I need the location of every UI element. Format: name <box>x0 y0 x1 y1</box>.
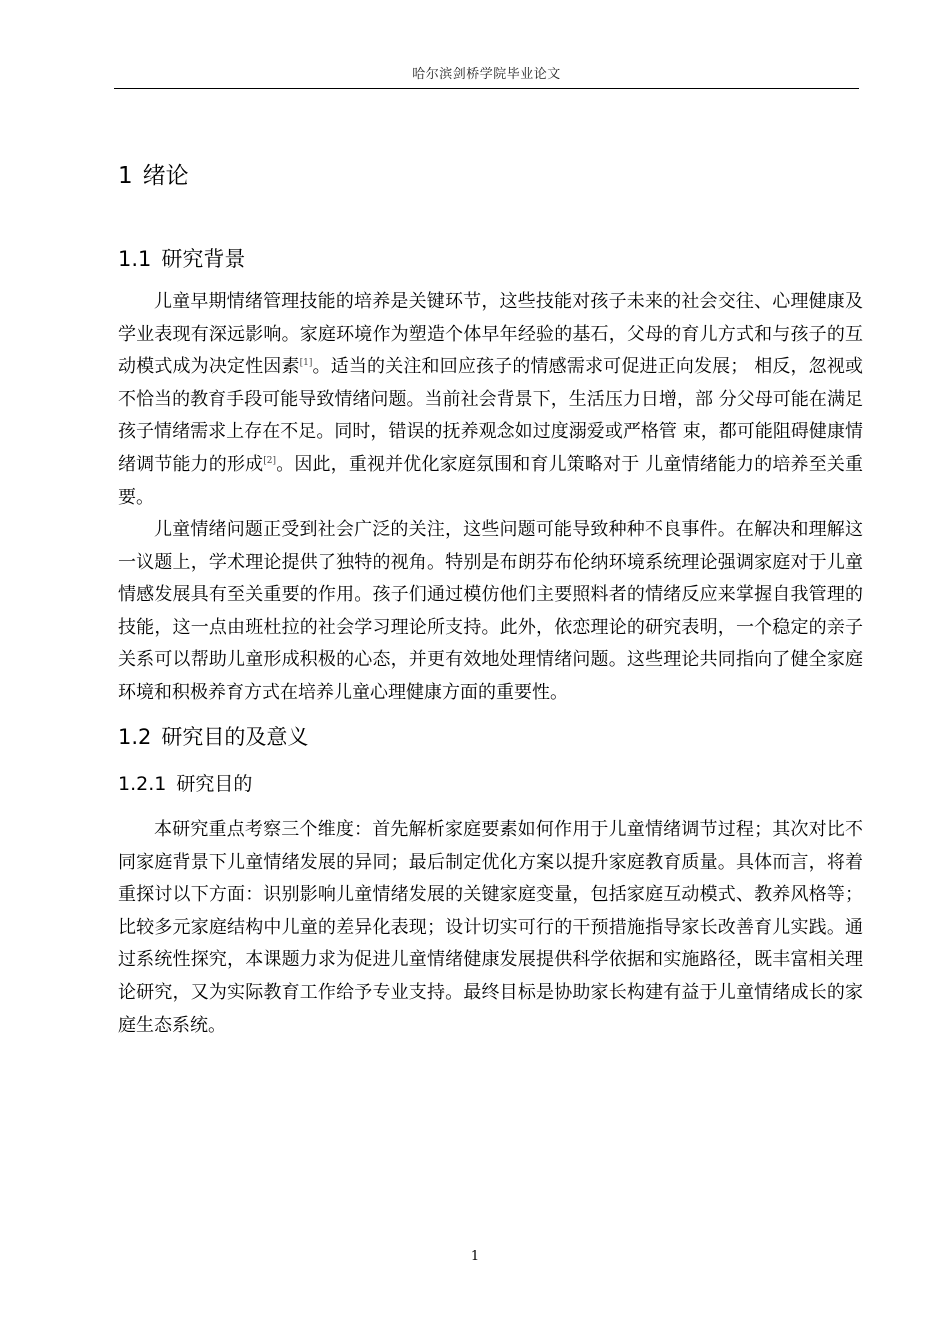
chapter-number: 1 <box>118 163 133 189</box>
chapter-heading <box>118 160 189 192</box>
section-number: 1.2 <box>118 725 152 749</box>
paragraph-text: 儿童早期情绪管理技能的培养是关键环节，这些技能对孩子未来的社会交往、心理健康及学业表现有深远影响。家庭环境作为塑造个体早年经验的基石，父母的育儿方式和与孩子的互动模式成为决定性因素 <box>118 291 863 378</box>
section-heading-1-2 <box>118 722 308 752</box>
section-number: 1.1 <box>118 247 152 271</box>
running-header: 哈尔滨剑桥学院毕业论文 <box>114 63 859 89</box>
chapter-title: 绪论 <box>142 163 189 189</box>
section-heading-1-1 <box>118 244 245 274</box>
page-number: 1 <box>470 1249 480 1264</box>
background-paragraph-2: 儿童情绪问题正受到社会广泛的关注，这些问题可能导致种种不良事件。在解决和理解这一议题上，学术理论提供了独特的视角。特别是布朗芬布伦纳环境系统理论强调家庭对于儿童情感发展具有至关重要的作用。孩子们通过模仿他们主要照料者的情绪反应来掌握自我管理的技能，这一点由班杜拉的社会学习理论所支持。此外，依恋理论的研究表明，一个稳定的亲子关系可以帮助儿童形成积极的心态，并更有效地处理情绪问题。这些理论共同指向了健全家庭环境和积极养育方式在培养儿童心理健康方面的重要性。 <box>118 519 863 703</box>
paragraph-text: 。因此，重视并优化家庭氛围和育儿策略对于 儿童情绪能力的培养至关重要。 <box>118 453 864 508</box>
subsection-number: 1.2.1 <box>118 773 167 795</box>
subsection-title: 研究目的 <box>176 773 253 795</box>
section-title: 研究背景 <box>161 247 246 271</box>
background-paragraph-1 <box>118 286 863 514</box>
purpose-paragraph: 本研究重点考察三个维度：首先解析家庭要素如何作用于儿童情绪调节过程；其次对比不同家庭背景下儿童情绪发展的异同；最后制定优化方案以提升家庭教育质量。具体而言，将着重探讨以下方面：识别影响儿童情绪发展的关键家庭变量，包括家庭互动模式、教养风格等；比较多元家庭结构中儿童的差异化表现；设计切实可行的干预措施指导家长改善育儿实践。通过系统性探究，本课题力求为促进儿童情绪健康发展提供科学依据和实施路径，既丰富相关理论研究，又为实际教育工作给予专业支持。最终目标是协助家长构建有益于儿童情绪成长的家庭生态系统。 <box>118 819 863 1036</box>
citation-2[interactable]: [2] <box>263 455 277 466</box>
subsection-heading-1-2-1 <box>118 770 252 798</box>
citation-1[interactable]: [1] <box>299 358 313 369</box>
paragraph-text: 。适当的关注和回应孩子的情感需求可促进正向发展； 相反，忽视或不恰当的教育手段可能导致情绪问题。当前社会背景下，生活压力日增，部 分父母可能在满足孩子情绪需求上存在不足。同时，错误的抚养观念如过度溺爱或严格管 束，都可能阻碍健康情绪调节能力的形成 <box>118 356 864 475</box>
section-title: 研究目的及意义 <box>161 725 309 749</box>
